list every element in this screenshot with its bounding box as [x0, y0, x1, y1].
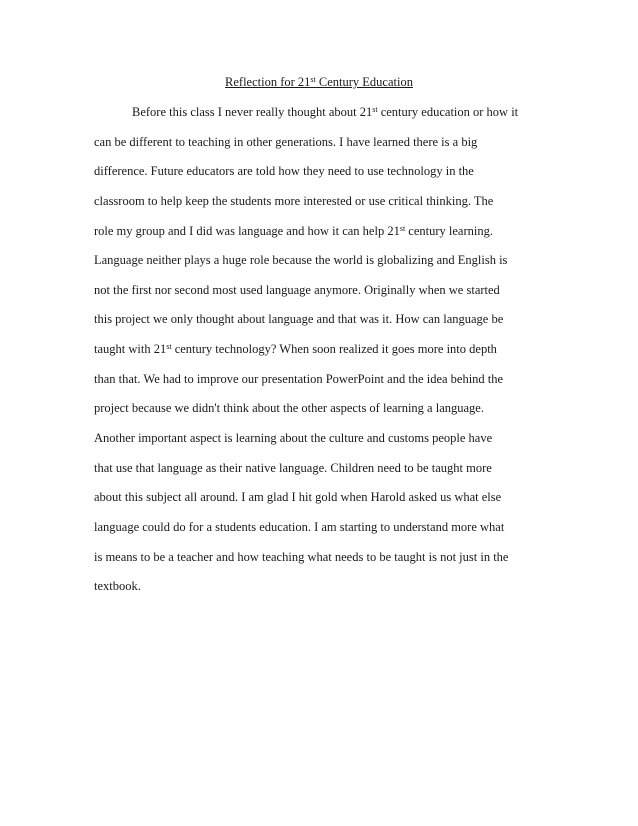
line-text: difference. Future educators are told how they need to use technology in the: [94, 164, 474, 179]
line-sup: st: [399, 223, 406, 233]
line-text: not the first nor second most used language anymore. Originally when we started: [94, 282, 500, 297]
line-text: language could do for a students education. I am starting to understand more what: [94, 519, 505, 534]
paragraph-line: [94, 311, 554, 341]
paragraph-line: [94, 104, 554, 134]
line-text: classroom to help keep the students more interested or use critical thinking. The: [94, 193, 494, 208]
paragraph-line: [94, 223, 554, 253]
line-text: that use that language as their native language. Children need to be taught more: [94, 460, 492, 475]
line-text: project because we didn't think about the other aspects of learning a language.: [94, 401, 484, 416]
line-text-cont: century education or how it: [377, 105, 519, 119]
paragraph-line: [94, 578, 554, 608]
paragraph-line: [94, 460, 554, 490]
line-text: can be different to teaching in other generations. I have learned there is a big: [94, 134, 478, 149]
paragraph-line: [94, 134, 554, 164]
paragraph-line: [94, 400, 554, 430]
paragraph-line: [94, 282, 554, 312]
document-title: [0, 74, 638, 90]
paragraph-line: [94, 252, 554, 282]
paragraph-line: [94, 163, 554, 193]
line-text: than that. We had to improve our presentation PowerPoint and the idea behind the: [94, 371, 504, 386]
title-post: Century Education: [315, 75, 413, 89]
line-text-cont: century technology? When soon realized it goes more into depth: [171, 342, 497, 357]
line-text: taught with 21: [94, 342, 167, 357]
line-text: Another important aspect is learning about the culture and customs people have: [94, 431, 493, 446]
paragraph-line: [94, 549, 554, 579]
line-text: about this subject all around. I am glad I hit gold when Harold asked us what else: [94, 490, 502, 505]
line-text: this project we only thought about language and that was it. How can language be: [94, 312, 504, 327]
body-paragraph: [94, 104, 554, 608]
paragraph-line: [94, 371, 554, 401]
line-text: is means to be a teacher and how teaching what needs to be taught is not just in the: [94, 549, 509, 564]
paragraph-line: [94, 430, 554, 460]
title-pre: Reflection for 21: [225, 75, 311, 89]
line-text: Before this class I never really thought about 21: [132, 105, 373, 119]
line-text: Language neither plays a huge role because the world is globalizing and English is: [94, 253, 508, 268]
title-text: [225, 75, 413, 89]
paragraph-line: [94, 489, 554, 519]
paragraph-line: [94, 519, 554, 549]
line-sup: st: [166, 342, 172, 352]
line-text: role my group and I did was language and how it can help 21: [94, 223, 400, 238]
line-text: textbook.: [94, 579, 141, 594]
line-text-cont: century learning.: [405, 223, 493, 238]
paragraph-line: [94, 341, 554, 371]
paragraph-line: [94, 193, 554, 223]
line-sup: st: [372, 105, 378, 114]
title-sup: st: [310, 75, 316, 84]
